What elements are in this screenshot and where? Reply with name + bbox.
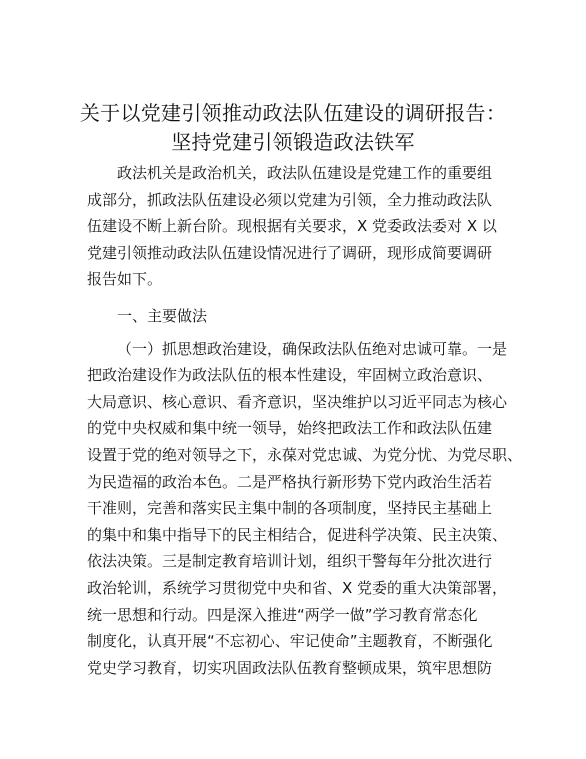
paragraph-line: 干准则，完善和落实民主集中制的各项制度，坚持民主基础上 [87,499,493,518]
paragraph-line: 的党中央权威和集中统一领导，始终把政法工作和政法队伍建 [87,419,493,438]
paragraph-line: 依法决策。三是制定教育培训计划，组织干警每年分批次进行 [87,552,493,571]
paragraph-line: 成部分，抓政法队伍建设必须以党建为引领，全力推动政法队 [87,190,493,209]
paragraph-line: 统一思想和行动。四是深入推进“两学一做”学习教育常态化 [87,605,478,624]
document-body [87,160,523,681]
document-title [0,99,586,157]
paragraph-line: 把政治建设作为政法队伍的根本性建设，牢固树立政治意识、 [87,366,493,385]
paragraph-line: 报告如下。 [87,270,163,289]
title-line: 坚持党建引领锻造政法铁军 [171,130,415,154]
paragraph-line: 设置于党的绝对领导之下，永葆对党忠诚、为党分忧、为党尽职、 [87,445,523,464]
paragraph-line: （一）抓思想政治建设，确保政法队伍绝对忠诚可靠。一是 [117,339,508,358]
paragraph-line: 大局意识、核心意识、看齐意识，坚决维护以习近平同志为核心 [87,392,508,411]
paragraph-line: 为民造福的政治本色。二是严格执行新形势下党内政治生活若 [87,472,493,491]
paragraph-line: 的集中和集中指导下的民主相结合，促进科学决策、民主决策、 [87,525,508,544]
paragraph-line: 伍建设不断上新台阶。现根据有关要求，X 党委政法委对 X 以 [87,217,497,236]
section-heading: 一、主要做法 [117,306,208,325]
paragraph-line: 党史学习教育，切实巩固政法队伍教育整顿成果，筑牢思想防 [87,658,493,677]
paragraph-line: 制度化，认真开展“不忘初心、牢记使命”主题教育，不断强化 [87,632,493,651]
title-line: 关于以党建引领推动政法队伍建设的调研报告： [79,101,507,125]
paragraph-line: 政治轮训，系统学习贯彻党中央和省、X 党委的重大决策部署， [87,578,508,597]
paragraph-line: 党建引领推动政法队伍建设情况进行了调研，现形成简要调研 [87,243,493,262]
paragraph-line: 政法机关是政治机关，政法队伍建设是党建工作的重要组 [117,164,493,182]
